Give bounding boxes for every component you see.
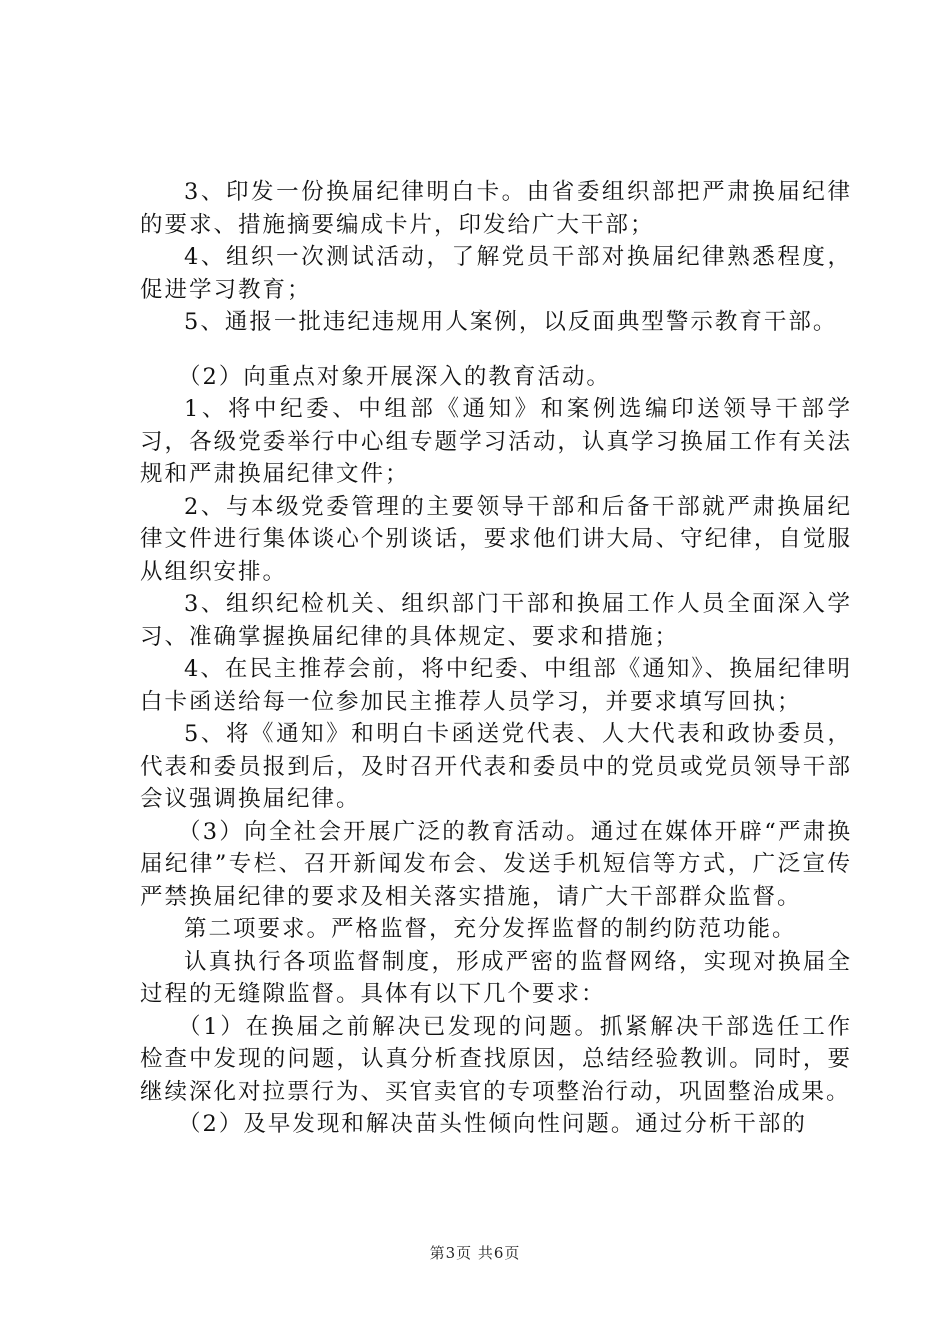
paragraph-item-2: 2、与本级党委管理的主要领导干部和后备干部就严肃换届纪律文件进行集体谈心个别谈话，要求他们讲大局、守纪律，自觉服从组织安排。 — [140, 493, 852, 585]
paragraph-item-5b: 5、将《通知》和明白卡函送党代表、人大代表和政协委员，代表和委员报到后，及时召开代表和委员中的党员或党员领导干部会议强调换届纪律。 — [140, 721, 852, 812]
section-heading-3: （3）向全社会开展广泛的教育活动。通过在媒体开辟“严肃换届纪律”专栏、召开新闻发布会、发送手机短信等方式，广泛宣传严禁换届纪律的要求及相关落实措施，请广大干部群众监督。 — [140, 818, 852, 910]
paragraph-supervision-1: （1）在换届之前解决已发现的问题。抓紧解决干部选任工作检查中发现的问题，认真分析查找原因，总结经验教训。同时，要继续深化对拉票行为、买官卖官的专项整治行动，巩固整治成果。 — [140, 1013, 852, 1105]
paragraph-supervision-2: （2）及早发现和解决苗头性倾向性问题。通过分析干部的 — [178, 1111, 807, 1137]
paragraph-item-4: 4、组织一次测试活动，了解党员干部对换届纪律熟悉程度，促进学习教育； — [140, 244, 852, 303]
page-number-footer: 第3页 共6页 — [429, 1244, 521, 1262]
requirement-heading-2: 第二项要求。严格监督，充分发挥监督的制约防范功能。 — [184, 916, 797, 942]
paragraph-item-3: 3、印发一份换届纪律明白卡。由省委组织部把严肃换届纪律的要求、措施摘要编成卡片，印发给广大干部； — [140, 179, 852, 238]
document-body — [140, 176, 852, 1141]
section-heading-2: （2）向重点对象开展深入的教育活动。 — [178, 363, 611, 390]
paragraph-item-4b: 4、在民主推荐会前，将中纪委、中组部《通知》、换届纪律明白卡函送给每一位参加民主推荐人员学习，并要求填写回执； — [140, 656, 852, 715]
paragraph-item-3b: 3、组织纪检机关、组织部门干部和换届工作人员全面深入学习、准确掌握换届纪律的具体规定、要求和措施； — [140, 591, 852, 650]
paragraph-supervision-intro: 认真执行各项监督制度，形成严密的监督网络，实现对换届全过程的无缝隙监督。具体有以下几个要求： — [140, 948, 852, 1007]
paragraph-gap — [140, 339, 852, 361]
paragraph-item-5: 5、通报一批违纪违规用人案例，以反面典型警示教育干部。 — [184, 309, 838, 335]
paragraph-item-1: 1、将中纪委、中组部《通知》和案例选编印送领导干部学习，各级党委举行中心组专题学习活动，认真学习换届工作有关法规和严肃换届纪律文件； — [140, 396, 852, 487]
